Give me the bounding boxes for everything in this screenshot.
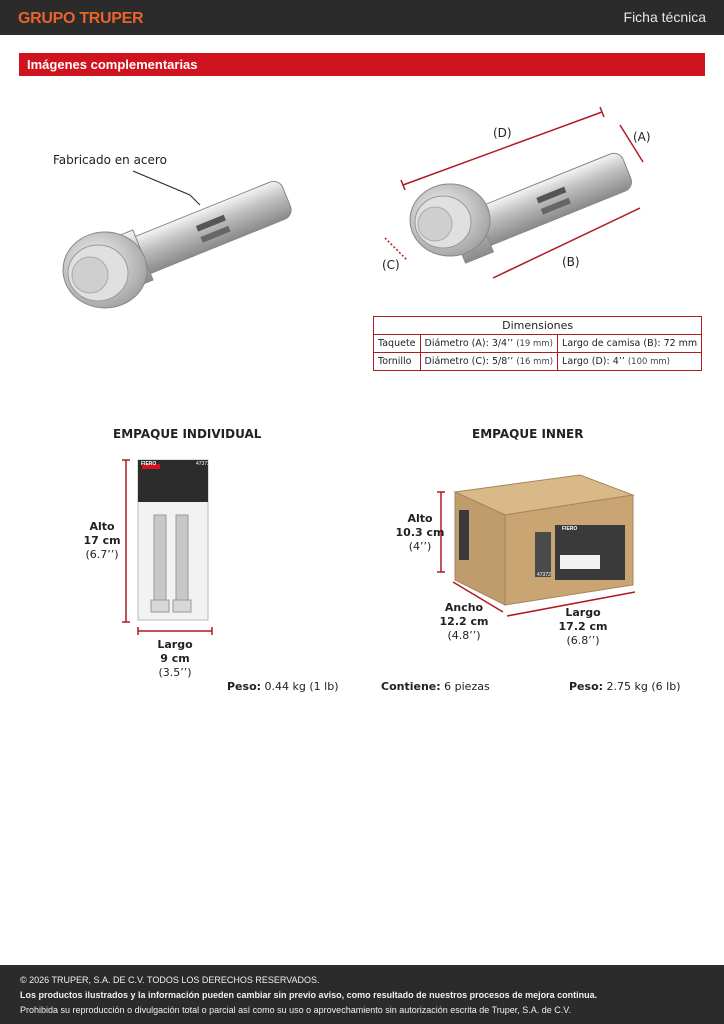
dimensions-table bbox=[373, 316, 702, 371]
dim-label-b: (B) bbox=[562, 255, 580, 269]
dimensions-title: Dimensiones bbox=[374, 317, 702, 335]
section-header bbox=[19, 53, 705, 76]
footer-copyright: © 2026 TRUPER, S.A. DE C.V. TODOS LOS DERECHOS RESERVADOS. bbox=[20, 975, 320, 985]
row-cell: Largo (D): 4’’ (100 mm) bbox=[558, 353, 702, 371]
footer-notice: Los productos ilustrados y la información pueden cambiar sin previo aviso, como resultado de nuestros procesos de mejora continua. bbox=[20, 990, 598, 1000]
inner-length: Largo 17.2 cm (6.8’’) bbox=[558, 606, 608, 647]
row-part: Taquete bbox=[374, 335, 421, 353]
inner-title: EMPAQUE INNER bbox=[472, 427, 584, 441]
dim-label-a: (A) bbox=[633, 130, 651, 144]
inner-contents: Contiene: 6 piezas bbox=[381, 680, 490, 693]
box-brand: FIERO bbox=[562, 526, 578, 532]
individual-length: Largo 9 cm (3.5’’) bbox=[157, 638, 193, 679]
inner-height: Alto 10.3 cm (4’’) bbox=[395, 512, 445, 553]
row-part: Tornillo bbox=[374, 353, 421, 371]
header-bar bbox=[0, 0, 724, 35]
inner-width: Ancho 12.2 cm (4.8’’) bbox=[439, 601, 489, 642]
table-row bbox=[374, 335, 702, 353]
footer bbox=[0, 965, 724, 1024]
brand-logo: GRUPO TRUPER bbox=[18, 10, 144, 27]
package-code: 47372 bbox=[196, 461, 210, 467]
box-code: 47372 bbox=[537, 572, 551, 578]
document-type: Ficha técnica bbox=[623, 9, 706, 25]
material-label: Fabricado en acero bbox=[53, 153, 167, 167]
individual-weight: Peso: 0.44 kg (1 lb) bbox=[227, 680, 339, 693]
section-title: Imágenes complementarias bbox=[27, 57, 198, 72]
dim-label-c: (C) bbox=[382, 258, 400, 272]
individual-height: Alto 17 cm (6.7’’) bbox=[83, 520, 121, 561]
footer-prohibition: Prohibida su reproducción o divulgación total o parcial así como su uso o aprovechamiento sin autorización escrita de Truper, S.A. de C.V. bbox=[20, 1005, 571, 1015]
row-cell: Diámetro (C): 5/8’’ (16 mm) bbox=[420, 353, 558, 371]
anchor-image-left bbox=[50, 165, 310, 315]
individual-package-image bbox=[120, 455, 220, 640]
individual-title: EMPAQUE INDIVIDUAL bbox=[113, 427, 262, 441]
table-row bbox=[374, 353, 702, 371]
anchor-image-dimensions bbox=[375, 100, 675, 290]
row-cell: Diámetro (A): 3/4’’ (19 mm) bbox=[420, 335, 558, 353]
row-cell: Largo de camisa (B): 72 mm bbox=[558, 335, 702, 353]
dim-label-d: (D) bbox=[493, 126, 512, 140]
package-brand: FIERO bbox=[141, 461, 157, 467]
inner-weight: Peso: 2.75 kg (6 lb) bbox=[569, 680, 681, 693]
